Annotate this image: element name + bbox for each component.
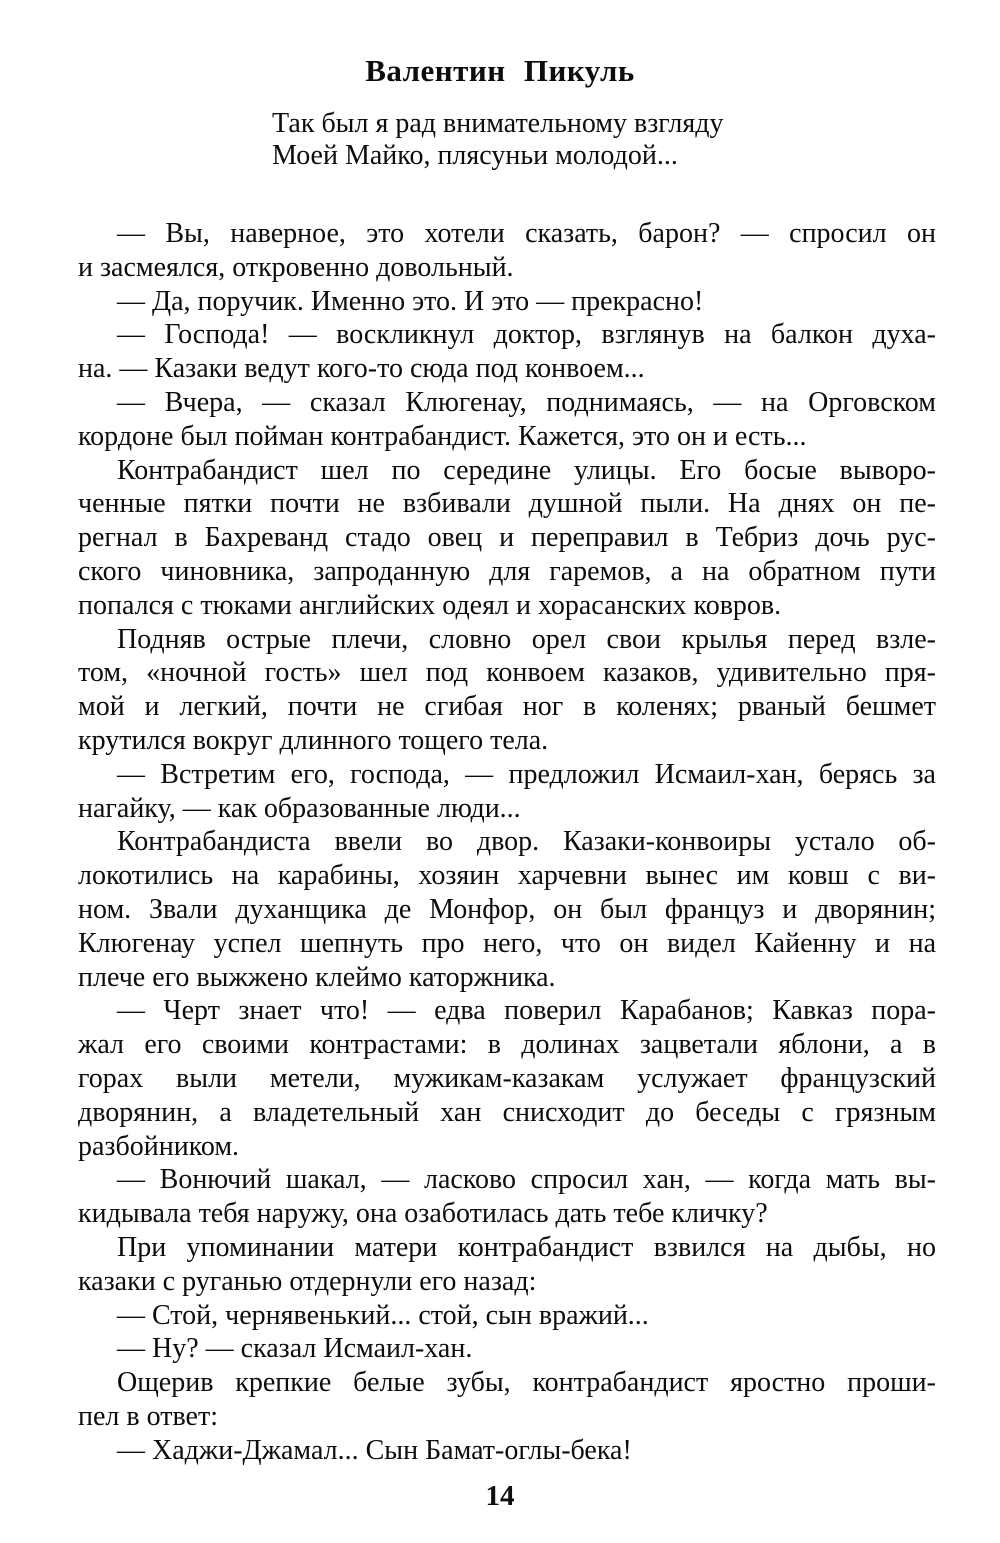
- text-line: регнал в Бахреванд стадо овец и переправил в Тебриз дочь рус-: [78, 522, 936, 554]
- paragraph: [78, 623, 936, 758]
- text-line: — Господа! — воскликнул доктор, взглянув на балкон духа-: [117, 319, 936, 351]
- paragraph: [78, 758, 936, 826]
- text-line: том, «ночной гость» шел под конвоем казаков, удивительно пря-: [78, 657, 936, 689]
- text-line: дворянин, а владетельный хан снисходит до беседы с грязным: [78, 1096, 936, 1128]
- page-number: 14: [485, 1480, 515, 1512]
- paragraph: [78, 1299, 936, 1333]
- running-header-author: Валентин Пикуль: [365, 53, 635, 88]
- text-line: локотились на карабины, хозяин харчевни вынес им ковш с ви-: [78, 860, 936, 892]
- text-line: — Стой, чернявенький... стой, сын вражий...: [117, 1299, 649, 1331]
- text-line: мой и легкий, почти не сгибая ног в коленях; рваный бешмет: [78, 691, 936, 723]
- paragraph: [78, 1366, 936, 1434]
- text-line: — Вонючий шакал, — ласково спросил хан, — когда мать вы-: [117, 1164, 936, 1196]
- text-line: ном. Звали духанщика де Монфор, он был француз и дворянин;: [78, 893, 936, 925]
- paragraph: [78, 1231, 936, 1299]
- text-line: — Ну? — сказал Исмаил-хан.: [117, 1333, 473, 1365]
- epigraph-line: Моей Майко, плясуньи молодой...: [272, 140, 678, 171]
- paragraph: [78, 217, 936, 285]
- text-line: на. — Казаки ведут кого-то сюда под конвоем...: [78, 353, 645, 385]
- text-line: пел в ответ:: [78, 1400, 218, 1432]
- text-line: горах выли метели, мужикам-казакам услужает французский: [78, 1062, 936, 1094]
- text-line: Подняв острые плечи, словно орел свои крылья перед взле-: [117, 623, 936, 655]
- text-line: кидывала тебя наружу, она озаботилась дать тебе кличку?: [78, 1198, 768, 1230]
- text-line: попался с тюками английских одеял и хорасанских ковров.: [78, 589, 782, 621]
- text-line: нагайку, — как образованные люди...: [78, 792, 521, 824]
- paragraph: [78, 1434, 936, 1468]
- paragraph: [78, 285, 936, 319]
- text-line: Клюгенау успел шепнуть про него, что он видел Кайенну и на: [78, 927, 936, 959]
- text-line: — Черт знает что! — едва поверил Карабанов; Кавказ пора-: [117, 995, 936, 1027]
- text-line: казаки с руганью отдернули его назад:: [78, 1265, 537, 1297]
- paragraph: [78, 386, 936, 454]
- text-line: — Хаджи-Джамал... Сын Бамат-оглы-бека!: [117, 1434, 632, 1466]
- text-line: ского чиновника, запроданную для гаремов, а на обратном пути: [78, 555, 936, 587]
- text-line: кордоне был пойман контрабандист. Кажется, это он и есть...: [78, 420, 807, 452]
- text-line: При упоминании матери контрабандист взвился на дыбы, но: [117, 1231, 936, 1263]
- paragraph: [78, 1332, 936, 1366]
- text-line: Ощерив крепкие белые зубы, контрабандист яростно проши-: [117, 1367, 936, 1399]
- text-line: крутился вокруг длинного тощего тела.: [78, 724, 549, 756]
- text-line: ченные пятки почти не взбивали душной пыли. На днях он пе-: [78, 488, 936, 520]
- text-line: и засмеялся, откровенно довольный.: [78, 251, 514, 283]
- body-text: [78, 217, 936, 1467]
- paragraph: [78, 318, 936, 386]
- text-line: Контрабандиста ввели во двор. Казаки-конвоиры устало об-: [117, 826, 936, 858]
- paragraph: [78, 1163, 936, 1231]
- epigraph: [272, 108, 723, 172]
- paragraph: [78, 454, 936, 623]
- text-line: разбойником.: [78, 1130, 240, 1162]
- text-line: — Вчера, — сказал Клюгенау, поднимаясь, — на Орговском: [117, 386, 936, 418]
- text-line: жал его своими контрастами: в долинах зацветали яблони, а в: [78, 1029, 936, 1061]
- text-line: — Да, поручик. Именно это. И это — прекрасно!: [117, 285, 704, 317]
- text-line: плече его выжжено клеймо каторжника.: [78, 961, 556, 993]
- epigraph-line: Так был я рад внимательному взгляду: [272, 108, 724, 139]
- text-line: — Вы, наверное, это хотели сказать, барон? — спросил он: [117, 218, 936, 249]
- paragraph: [78, 994, 936, 1163]
- text-line: Контрабандист шел по середине улицы. Его босые выворо-: [117, 454, 936, 486]
- paragraph: [78, 825, 936, 994]
- text-line: — Встретим его, господа, — предложил Исмаил-хан, берясь за: [117, 758, 936, 790]
